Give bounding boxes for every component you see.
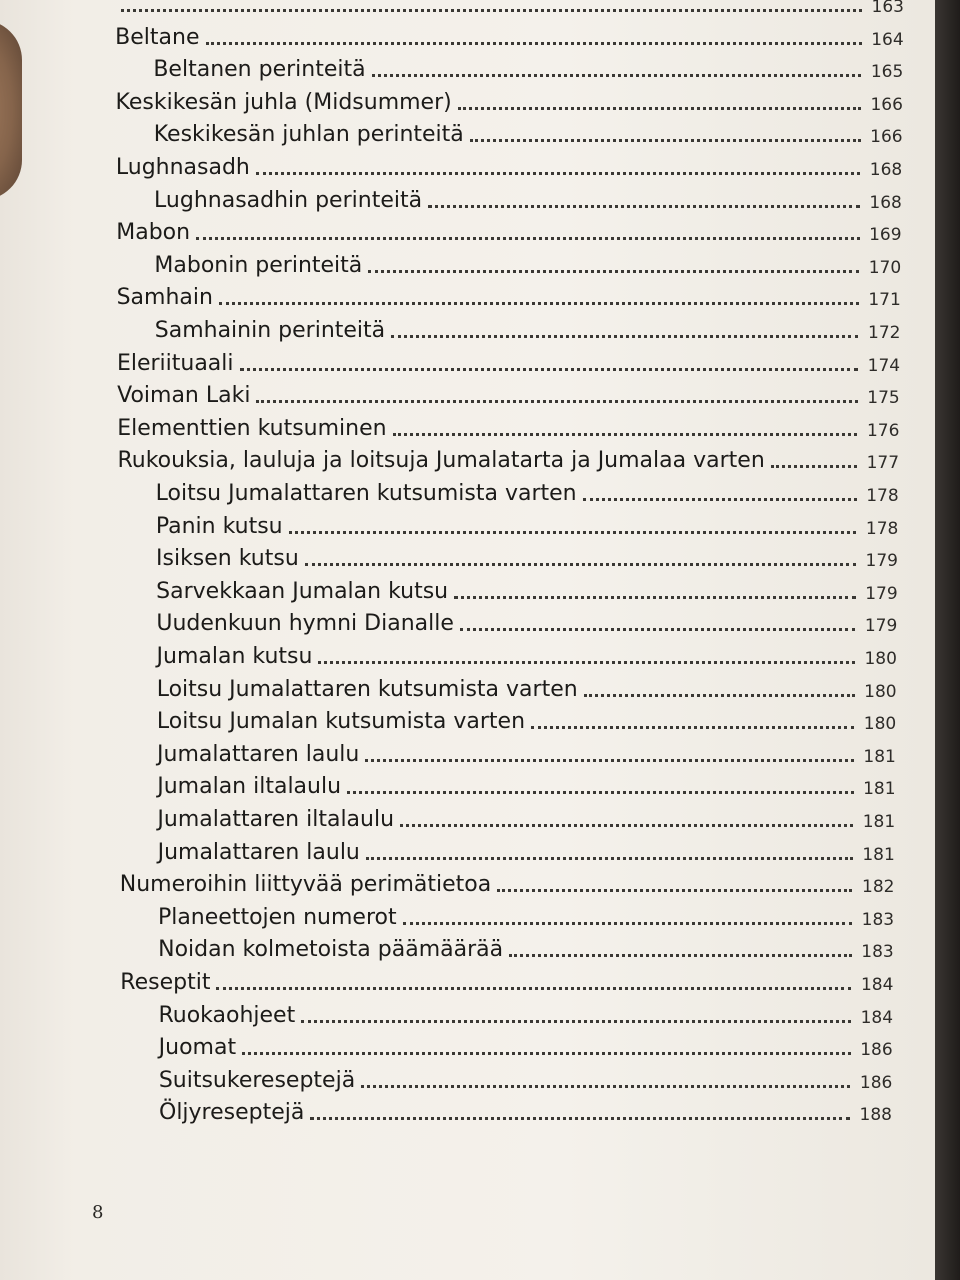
toc-entry: [153, 51, 903, 83]
dot-leader: [242, 1051, 851, 1055]
toc-entry-title: Beltane: [115, 24, 200, 50]
toc-entry: [154, 182, 902, 214]
toc-entry-page: 183: [861, 909, 895, 930]
toc-entry: [116, 84, 903, 116]
dot-leader: [403, 921, 853, 925]
dot-leader: [393, 432, 858, 436]
toc-entry: [158, 997, 893, 1029]
toc-entry: [157, 671, 897, 703]
toc-entry-title: Numeroihin liittyvää perimätietoa: [119, 872, 492, 898]
dot-leader: [400, 823, 853, 827]
toc-entry-title: Eleriituaali: [116, 350, 234, 376]
toc-entry-title: Voiman Laki: [117, 383, 251, 409]
dot-leader: [216, 986, 851, 990]
toc-entry-title: Uudenkuun hymni Dianalle: [156, 611, 454, 637]
toc-entry-page: 188: [859, 1105, 892, 1126]
dot-leader: [428, 204, 860, 208]
toc-entry: [154, 247, 901, 279]
toc-entry-title: Panin kutsu: [155, 513, 283, 539]
toc-entry-page: 186: [859, 1072, 893, 1093]
toc-entry-page: 177: [866, 453, 900, 474]
dot-leader: [771, 464, 857, 468]
toc-entry: [159, 1029, 893, 1061]
toc-entry: [157, 638, 897, 670]
dot-leader: [458, 106, 861, 110]
toc-entry-page: 183: [861, 942, 894, 963]
dot-leader: [368, 269, 859, 273]
toc-entry: [154, 116, 903, 148]
toc-entry-page: 180: [864, 681, 897, 702]
toc-entry-page: 166: [870, 127, 903, 148]
toc-entry: [157, 703, 896, 735]
toc-entry-page: 172: [868, 323, 901, 343]
toc-entry-title: Mabon: [116, 220, 191, 246]
toc-entry-title: Keskikesän juhla (Midsummer): [115, 89, 452, 115]
toc-entry-page: 175: [867, 388, 900, 409]
toc-entry: [116, 149, 902, 181]
toc-entry-page: 170: [868, 257, 902, 278]
toc-entry: [158, 931, 894, 963]
toc-entry-title: Beltanen perinteitä: [153, 57, 366, 83]
toc-entry: [120, 964, 893, 996]
toc-entry: [157, 768, 895, 800]
toc-entry: [115, 19, 903, 51]
dot-leader: [454, 595, 856, 599]
toc-entry: [158, 834, 895, 866]
toc-entry-title: Samhain: [116, 285, 213, 311]
dot-leader: [583, 497, 857, 501]
toc-entry: [117, 377, 900, 409]
toc-entry-title: Jumalattaren iltalaulu: [157, 807, 395, 832]
toc-entry-page: 179: [864, 616, 898, 637]
toc-entry-title: Lughnasadhin perinteitä: [154, 187, 423, 213]
dot-leader: [196, 236, 859, 240]
dot-leader: [509, 953, 852, 957]
toc-entry-page: 176: [866, 420, 900, 441]
toc-entry: [115, 0, 904, 18]
toc-entry: [117, 410, 899, 442]
toc-entry-page: 184: [860, 1007, 894, 1028]
dot-leader: [240, 367, 859, 371]
dot-leader: [289, 530, 857, 534]
toc-entry-title: Jumalan kutsu: [156, 644, 313, 669]
book-spine: [935, 0, 960, 1280]
toc-entry: [156, 475, 899, 507]
toc-entry-title: Isiksen kutsu: [156, 546, 299, 572]
toc-entry-page: 180: [864, 649, 897, 669]
dot-leader: [361, 1084, 850, 1088]
dot-leader: [256, 171, 860, 175]
toc-entry-title: Keskikesän juhlan perinteitä: [153, 122, 464, 148]
toc-entry-title: Jumalan iltalaulu: [157, 774, 342, 800]
toc-entry-title: Elementtien kutsuminen: [117, 415, 387, 441]
toc-entry-title: Suitsukereseptejä: [158, 1067, 356, 1093]
toc-entry-title: Jumalattaren laulu: [157, 741, 360, 767]
dot-leader: [305, 562, 856, 566]
toc-entry: [159, 1094, 892, 1126]
dot-leader: [219, 301, 859, 305]
toc-entry-page: 164: [871, 29, 904, 50]
toc-entry: [116, 214, 901, 246]
toc-entry: [117, 279, 901, 311]
toc-entry-page: 181: [863, 779, 896, 800]
dot-leader: [470, 138, 861, 142]
toc-entry: [157, 801, 895, 833]
toc-entry-page: 169: [869, 225, 902, 246]
toc-entry-page: 179: [865, 551, 898, 572]
toc-entry-page: 180: [863, 714, 897, 735]
dot-leader: [366, 856, 853, 860]
dot-leader: [121, 8, 862, 12]
toc-entry-page: 171: [868, 290, 901, 311]
toc-entry-title: Mabonin perinteitä: [154, 252, 363, 278]
toc-entry-title: Planeettojen numerot: [157, 904, 397, 930]
dot-leader: [206, 41, 862, 45]
dot-leader: [256, 399, 857, 403]
toc-entry: [156, 605, 897, 637]
page-number: 8: [92, 1202, 104, 1223]
toc-entry-page: 168: [869, 160, 903, 180]
toc-entry-title: Öljyreseptejä: [159, 1100, 305, 1126]
dot-leader: [310, 1116, 850, 1120]
toc-entry-title: Lughnasadh: [115, 155, 250, 180]
toc-entry: [156, 540, 898, 572]
toc-entry-title: Samhainin perinteitä: [154, 318, 386, 343]
dot-leader: [531, 725, 854, 729]
toc-entry: [117, 442, 899, 474]
toc-entry-page: 184: [860, 975, 894, 995]
toc-entry-page: 166: [870, 94, 903, 115]
dot-leader: [584, 693, 855, 697]
toc-entry-page: 182: [862, 877, 895, 898]
toc-entry-page: 181: [863, 746, 896, 767]
toc-entry: [156, 573, 897, 605]
toc-entry-page: 179: [865, 583, 898, 604]
toc-entry-title: Loitsu Jumalattaren kutsumista varten: [156, 676, 578, 702]
toc-entry-page: 181: [862, 812, 896, 832]
toc-entry-title: Juomat: [158, 1035, 237, 1061]
toc-entry-title: Noidan kolmetoista päämäärää: [158, 937, 504, 963]
toc-entry-page: 178: [865, 518, 899, 539]
toc-entry-title: Ruokaohjeet: [158, 1002, 296, 1028]
toc-entry-page: 186: [860, 1040, 893, 1061]
toc-entry: [158, 899, 894, 931]
toc-entry: [157, 736, 896, 768]
toc-entry: [156, 508, 899, 540]
toc-entry-title: Rukouksia, lauluja ja loitsuja Jumalatarta ja Jumalaa varten: [117, 448, 765, 474]
toc-entry-page: 181: [862, 844, 895, 865]
toc-entry: [117, 345, 900, 377]
toc-entry-title: Reseptit: [120, 970, 211, 995]
toc-entry-page: 163: [871, 0, 904, 17]
dot-leader: [391, 334, 858, 338]
toc-entry-title: Sarvekkaan Jumalan kutsu: [156, 578, 449, 604]
toc-entry-page: 174: [867, 355, 901, 376]
toc-entry-page: 165: [870, 62, 904, 83]
toc-entry-page: 168: [869, 192, 902, 213]
toc-entry: [159, 1062, 893, 1094]
dot-leader: [365, 758, 854, 762]
toc-entry: [120, 866, 895, 898]
toc-entry-title: Loitsu Jumalattaren kutsumista varten: [155, 481, 577, 506]
dot-leader: [301, 1019, 851, 1023]
dot-leader: [497, 888, 852, 892]
toc-entry-title: Jumalattaren laulu: [157, 839, 360, 865]
dot-leader: [318, 660, 854, 664]
toc-entry-title: Loitsu Jumalan kutsumista varten: [156, 709, 526, 735]
toc-entry: [155, 312, 901, 344]
dot-leader: [347, 790, 853, 794]
dot-leader: [460, 627, 855, 631]
dot-leader: [372, 73, 862, 77]
toc-entry-page: 178: [866, 486, 899, 506]
